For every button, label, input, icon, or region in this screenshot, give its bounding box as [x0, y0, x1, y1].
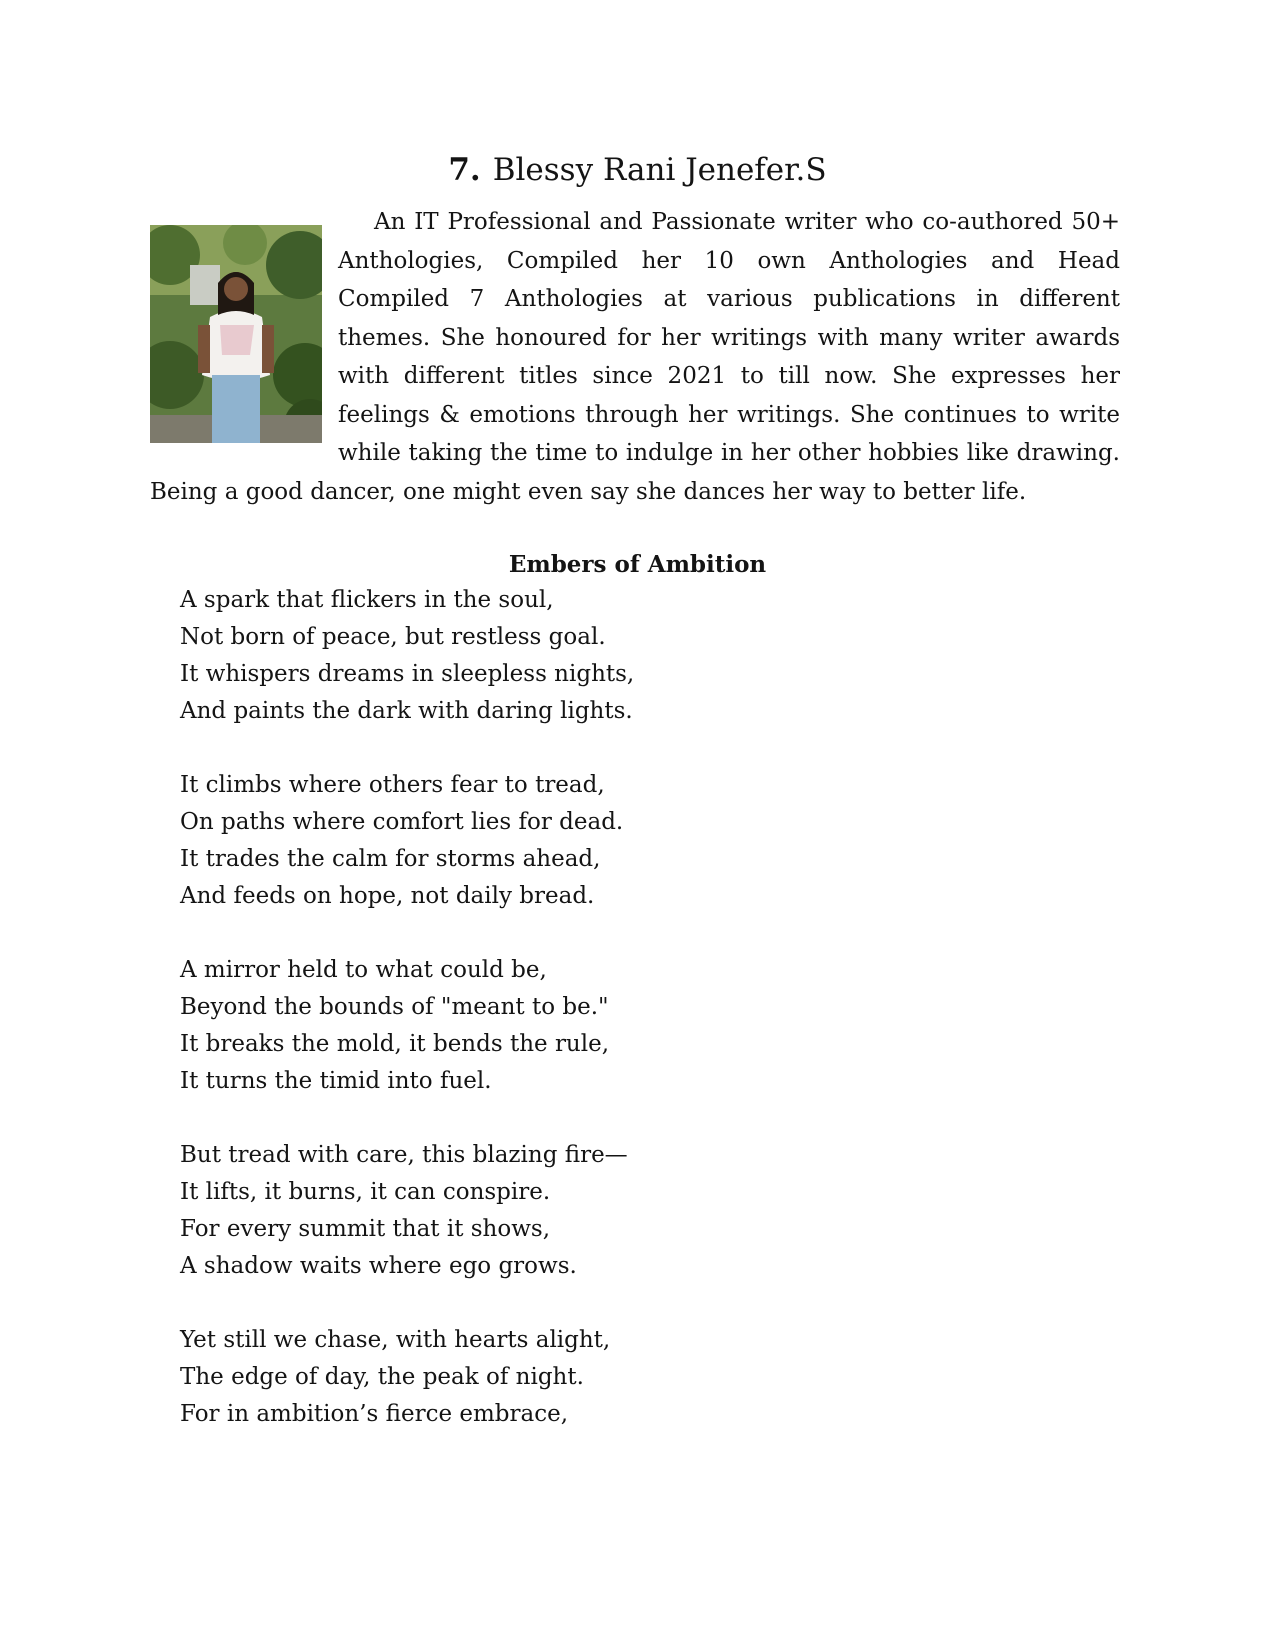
poem-line: Beyond the bounds of "meant to be.": [180, 994, 609, 1020]
poem-line: A spark that flickers in the soul,: [180, 587, 554, 613]
poem-line: For in ambition’s fierce embrace,: [180, 1401, 569, 1427]
poem-line: Yet still we chase, with hearts alight,: [180, 1327, 611, 1353]
poem-title: Embers of Ambition: [508, 551, 767, 578]
poem-line: It whispers dreams in sleepless nights,: [180, 661, 635, 687]
poem-line: It breaks the mold, it bends the rule,: [180, 1031, 610, 1057]
poem-line: It turns the timid into fuel.: [180, 1068, 492, 1094]
poem-line: It climbs where others fear to tread,: [180, 772, 605, 798]
author-number: 7.: [448, 152, 481, 188]
poem-line: A shadow waits where ego grows.: [180, 1253, 577, 1279]
poem-line: And feeds on hope, not daily bread.: [180, 883, 595, 909]
poem-line: For every summit that it shows,: [180, 1216, 551, 1242]
poem-line: It trades the calm for storms ahead,: [180, 846, 601, 872]
poem-line: Not born of peace, but restless goal.: [180, 624, 606, 650]
author-bio: [150, 203, 1120, 511]
poem-line: The edge of day, the peak of night.: [180, 1364, 584, 1390]
author-name: Blessy Rani Jenefer.S: [492, 152, 827, 188]
poem-line: On paths where comfort lies for dead.: [180, 809, 624, 835]
poem-line: It lifts, it burns, it can conspire.: [180, 1179, 551, 1205]
poem-line: But tread with care, this blazing fire—: [180, 1142, 628, 1168]
author-photo: [150, 225, 322, 443]
poem-line: A mirror held to what could be,: [180, 957, 547, 983]
poem-line: And paints the dark with daring lights.: [180, 698, 633, 724]
author-bio-text: An IT Professional and Passionate writer who co-authored 50+ Anthologies, Compiled her 10 own Anthologies and Head Compiled 7 Anthologies at various publications in different themes. She honoured for her writings with many writer awards with different titles since 2021 to till now. She expresses her feelings & emotions through her writings. She continues to write while taking the time to indulge in her other hobbies like drawing. Being a good dancer, one might even say she dances her way to better life.: [150, 209, 1120, 505]
author-heading: [0, 150, 1275, 190]
